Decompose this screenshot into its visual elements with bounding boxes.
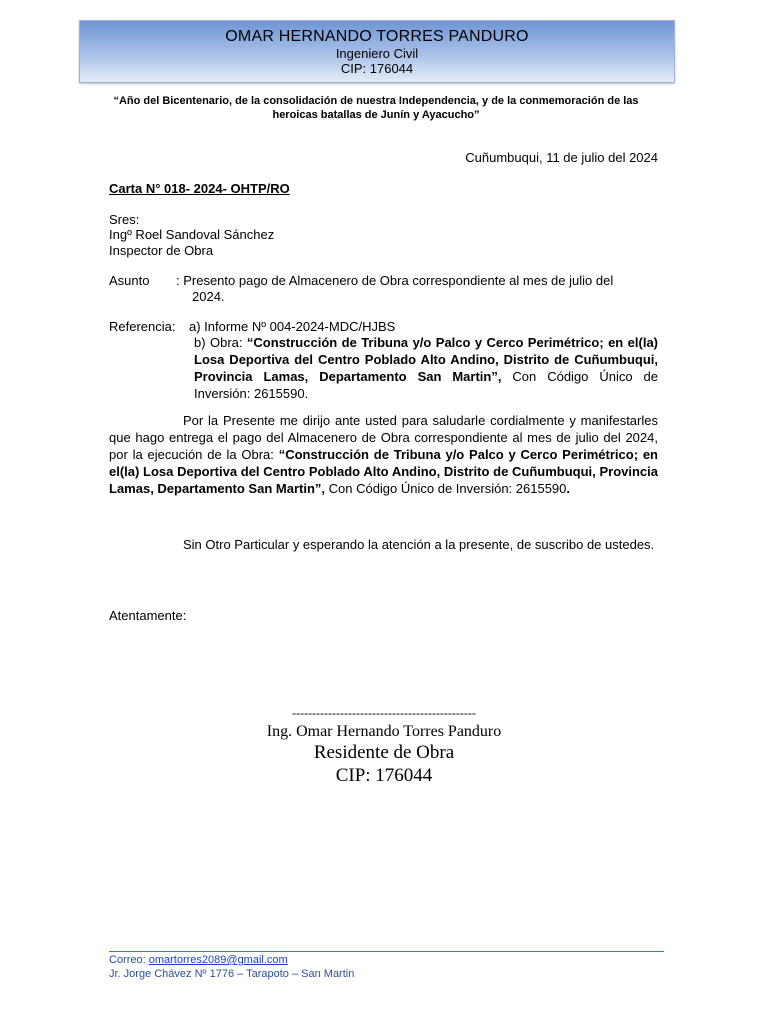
letterhead-name: OMAR HERNANDO TORRES PANDURO <box>225 28 529 45</box>
year-motto: “Año del Bicentenario, de la consolidación de nuestra Independencia, y de la conmemoración de las heroicas batallas de Junín y Ayacucho” <box>113 95 639 121</box>
subject-label: Asunto <box>109 273 150 288</box>
footer-email-label: Correo: <box>109 954 149 966</box>
signature-line: ---------------------------------------------- <box>292 706 476 720</box>
subject-line-1: : Presento pago de Almacenero de Obra correspondiente al mes de julio del <box>176 273 614 288</box>
footer-address: Jr. Jorge Chávez Nº 1776 – Tarapoto – San Martin <box>109 968 355 980</box>
body-paragraph-1-period: . <box>566 481 571 496</box>
closing-text: Atentamente: <box>109 608 187 623</box>
signature-name: Ing. Omar Hernando Torres Panduro <box>266 723 502 740</box>
reference-item-b-code: Con Código Único de Inversión: 2615590. <box>194 369 658 401</box>
body-paragraph-2: Sin Otro Particular y esperando la atención a la presente, de suscribo de ustedes. <box>183 537 655 552</box>
body-paragraph-1 <box>109 412 658 497</box>
footer-email-row <box>109 954 288 967</box>
footer-email-link[interactable]: omartorres2089@gmail.com <box>148 954 288 966</box>
reference-item-b-prefix: b) Obra: <box>194 335 247 350</box>
recipient-name: Ingº Roel Sandoval Sánchez <box>109 227 275 242</box>
reference-item-a: a) Informe Nº 004-2024-MDC/HJBS <box>189 319 396 334</box>
reference-item-b <box>194 334 658 402</box>
signature-cip: CIP: 176044 <box>335 765 433 786</box>
body-paragraph-1-code: Con Código Único de Inversión: 2615590 <box>325 481 567 496</box>
letterhead-cip: CIP: 176044 <box>340 61 414 76</box>
body-paragraph-1-text: Por la Presente me dirijo ante usted para saludarle cordialmente y manifestarles que hago entrega el pago del Almacenero de Obra correspondiente al mes de julio del 2024, por la ejecución de la Obra: <box>109 413 658 462</box>
subject-line-2: 2024. <box>192 289 225 304</box>
reference-label: Referencia: <box>109 319 176 334</box>
recipient-title: Inspector de Obra <box>109 243 214 258</box>
letterhead-profession: Ingeniero Civil <box>335 46 419 61</box>
letter-date: Cuñumbuqui, 11 de julio del 2024 <box>465 150 658 165</box>
footer-divider <box>109 951 664 952</box>
letterhead-banner <box>79 20 675 83</box>
body-paragraph-1-work-title: “Construcción de Tribuna y/o Palco y Cerco Perimétrico; en el(la) Losa Deportiva del Centro Poblado Alto Andino, Distrito de Cuñumbuqui, Provincia Lamas, Departamento San Martin”, <box>109 447 658 496</box>
recipient-salutation: Sres: <box>109 212 140 227</box>
letter-number: Carta N° 018- 2024- OHTP/RO <box>109 181 290 196</box>
signature-role: Residente de Obra <box>313 742 455 763</box>
reference-item-b-work-title: “Construcción de Tribuna y/o Palco y Cerco Perimétrico; en el(la) Losa Deportiva del Centro Poblado Alto Andino, Distrito de Cuñumbuqui, Provincia Lamas, Departamento San Martin”, <box>194 335 659 384</box>
